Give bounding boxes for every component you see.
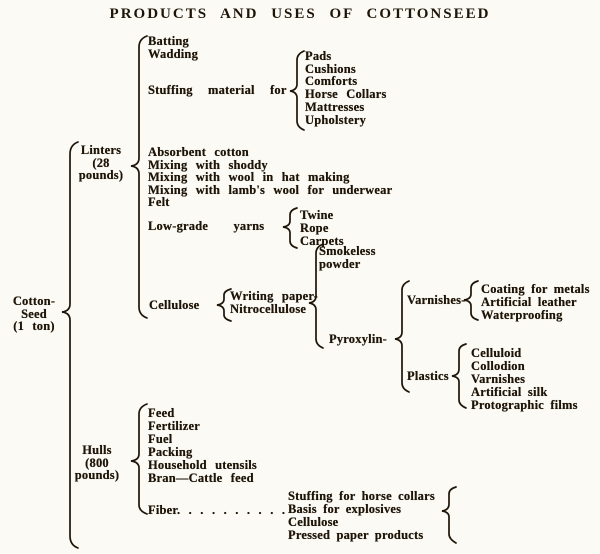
node-pyroxylin: Pyroxylin- [329,332,388,346]
plastics-brace [452,344,466,408]
linters-top-items [148,35,198,60]
tree-leaf: Varnishes [471,372,526,386]
node-stuffing-material: Stuffing material for [148,83,287,97]
linters-middle-items [148,146,392,209]
tree-leaf: Felt [148,195,170,209]
node-linters [70,144,132,182]
tree-leaf: Upholstery [305,112,367,127]
node-label-line: (800 [85,455,109,470]
tree-leaf: Stuffing for horse collars [288,489,435,503]
cellulose-uses-list [230,290,318,315]
stuffing-uses-list [305,50,387,126]
yarns-brace [283,208,297,248]
tree-leaf: Mixing with shoddy [148,157,268,172]
node-label-line: Cotton- [12,294,56,308]
tree-leaf: powder [319,257,361,271]
node-fiber: Fiber. . . . . . . . . . [148,503,286,517]
tree-leaf: Rope [300,221,329,235]
node-cellulose: Cellulose [149,298,200,312]
tree-leaf: Waterproofing [481,308,563,322]
node-label-line: Seed [21,306,47,321]
node-smokeless-powder [319,245,376,271]
tree-leaf: Collodion [471,359,525,373]
tree-leaf: Bran—Cattle feed [148,471,254,485]
tree-leaf: Fuel [148,432,173,446]
node-label-line: (1 ton) [13,319,55,333]
varnish-uses-list [481,283,590,322]
tree-leaf: Pads [305,49,332,63]
tree-leaf: Smokeless [319,244,376,258]
node-label-line: Hulls [82,443,112,457]
node-label-line: Linters [80,143,122,157]
fiber-uses-list [288,490,435,542]
tree-leaf: Cushions [305,61,356,76]
hulls-brace [131,404,147,514]
tree-leaf: Twine [300,208,334,222]
fiber-brace [442,487,456,543]
tree-leaf: Nitrocellulose [230,301,307,316]
cellulose-brace [217,289,231,321]
stuffing-brace [290,51,304,130]
linters-brace [131,36,147,318]
tree-leaf: Protographic films [471,398,578,412]
tree-leaf: Coating for metals [481,282,590,296]
tree-leaf: Writing paper- [230,289,319,303]
tree-leaf: Wadding [148,46,199,61]
tree-leaf: Artificial leather [481,295,577,309]
tree-leaf: Mattresses [305,99,365,114]
tree-leaf: Fertilizer [148,419,200,433]
node-label-line: pounds) [74,468,120,482]
tree-leaf: Horse Collars [305,87,387,102]
node-varnishes: Varnishes- [407,293,466,307]
tree-leaf: Household utensils [148,458,257,472]
tree-leaf: Batting [148,34,189,48]
node-hulls [64,444,130,482]
tree-leaf: Celluloid [471,346,522,360]
node-low-grade-yarns: Low-grade yarns [148,219,265,233]
node-cotton-seed [4,295,64,333]
varnishes-brace [464,281,478,320]
tree-leaf: Absorbent cotton [148,145,249,159]
tree-leaf: Basis for explosives [288,502,402,516]
tree-leaf: Carpets [300,234,344,248]
node-plastics: Plastics [407,369,449,383]
plastic-uses-list [471,347,578,412]
node-label-line: pounds) [78,168,124,182]
tree-leaf: Mixing with wool in hat making [148,170,350,184]
tree-leaf: Cellulose [288,515,339,529]
tree-leaf: Feed [148,406,175,420]
tree-leaf: Mixing with lamb's wool for underwear [148,182,393,197]
tree-leaf: Pressed paper products [288,528,424,542]
page-title: PRODUCTS AND USES OF COTTONSEED [109,6,491,22]
node-label-line: (28 [92,155,110,170]
hulls-uses-list [148,407,257,485]
tree-leaf: Comforts [305,74,358,89]
cotton-seed-brace [62,142,78,548]
tree-leaf: Artificial silk [471,385,548,399]
tree-leaf: Packing [148,445,193,459]
yarn-uses-list [300,209,344,248]
